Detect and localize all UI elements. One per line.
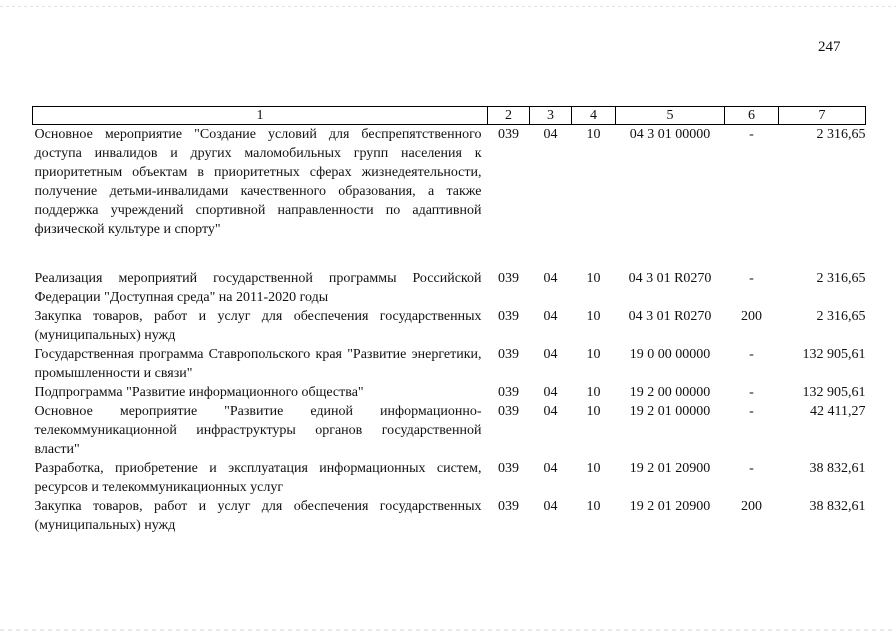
table-header [33,107,866,125]
table-row [33,345,866,383]
amount-cell: 42 411,27 [810,404,866,419]
row-name-cell: Государственная программа Ставропольского края "Развитие энергетики, промышленности и связи" [34,347,482,381]
expense-type-cell: - [749,404,754,419]
section-code-cell: 04 [543,499,558,514]
expense-type-cell: - [749,347,754,362]
section-code-cell: 04 [543,271,558,286]
section-code-cell: 04 [543,347,558,362]
amount-cell: 132 905,61 [802,347,866,362]
section-code-cell: 04 [543,404,558,419]
header-col-3: 3 [530,107,572,125]
expense-type-cell: - [749,271,754,286]
header-col-6: 6 [725,107,779,125]
section-code-cell: 04 [543,127,558,142]
admin-code-cell: 039 [498,127,519,142]
amount-cell: 2 316,65 [816,309,866,324]
section-code-cell: 04 [543,385,558,400]
subsection-code-cell: 10 [586,499,601,514]
table-body [33,125,866,536]
row-name-cell: Закупка товаров, работ и услуг для обеспечения государственных (муниципальных) нужд [34,309,482,343]
expense-type-cell: 200 [741,499,762,514]
target-article-cell: 19 0 00 00000 [629,347,711,362]
row-name-cell: Разработка, приобретение и эксплуатация информационных систем, ресурсов и телекоммуникационных услуг [34,461,482,495]
header-col-4: 4 [572,107,616,125]
target-article-cell: 19 2 01 20900 [629,461,711,476]
scan-edge-bottom [0,629,896,631]
table-row [33,269,866,307]
table-row [33,383,866,402]
subsection-code-cell: 10 [586,309,601,324]
expense-type-cell: - [749,461,754,476]
admin-code-cell: 039 [498,271,519,286]
target-article-cell: 19 2 01 00000 [629,404,711,419]
amount-cell: 2 316,65 [816,271,866,286]
expense-type-cell: - [749,385,754,400]
admin-code-cell: 039 [498,309,519,324]
admin-code-cell: 039 [498,404,519,419]
admin-code-cell: 039 [498,499,519,514]
amount-cell: 38 832,61 [809,461,866,476]
scan-edge-top [0,6,896,7]
target-article-cell: 04 3 01 R0270 [628,271,712,286]
amount-cell: 132 905,61 [802,385,866,400]
header-col-2: 2 [488,107,530,125]
row-name-cell: Основное мероприятие "Развитие единой информационно-телекоммуникационной инфраструктуры органов государственной власти" [34,404,482,457]
budget-table-container [32,106,865,535]
header-row [33,107,866,125]
header-col-7: 7 [779,107,866,125]
row-name-cell: Реализация мероприятий государственной программы Российской Федерации "Доступная среда" на 2011-2020 годы [34,271,482,305]
table-row [33,125,866,270]
admin-code-cell: 039 [498,385,519,400]
page-number: 247 [818,39,841,55]
budget-table [32,106,866,535]
target-article-cell: 19 2 00 00000 [629,385,711,400]
subsection-code-cell: 10 [586,347,601,362]
row-name-cell: Закупка товаров, работ и услуг для обеспечения государственных (муниципальных) нужд [34,499,482,533]
expense-type-cell: 200 [741,309,762,324]
subsection-code-cell: 10 [586,404,601,419]
target-article-cell: 04 3 01 00000 [629,127,711,142]
admin-code-cell: 039 [498,461,519,476]
section-code-cell: 04 [543,309,558,324]
subsection-code-cell: 10 [586,127,601,142]
row-name-cell: Подпрограмма "Развитие информационного общества" [34,385,364,400]
row-name-cell: Основное мероприятие "Создание условий для беспрепятственного доступа инвалидов и других маломобильных групп населения к приоритетным объектам в приоритетных сферах жизнедеятельности, получение детьми-инвалидами качественного образования, а также поддержка учреждений спортивной направленности по адаптивной физической культуре и спорту" [34,127,482,237]
target-article-cell: 19 2 01 20900 [629,499,711,514]
subsection-code-cell: 10 [586,271,601,286]
header-col-1: 1 [33,107,488,125]
table-row [33,307,866,345]
table-row [33,402,866,459]
amount-cell: 38 832,61 [809,499,866,514]
header-col-5: 5 [616,107,725,125]
subsection-code-cell: 10 [586,461,601,476]
admin-code-cell: 039 [498,347,519,362]
amount-cell: 2 316,65 [816,127,866,142]
table-row [33,459,866,497]
subsection-code-cell: 10 [586,385,601,400]
target-article-cell: 04 3 01 R0270 [628,309,712,324]
section-code-cell: 04 [543,461,558,476]
table-row [33,497,866,535]
expense-type-cell: - [749,127,754,142]
